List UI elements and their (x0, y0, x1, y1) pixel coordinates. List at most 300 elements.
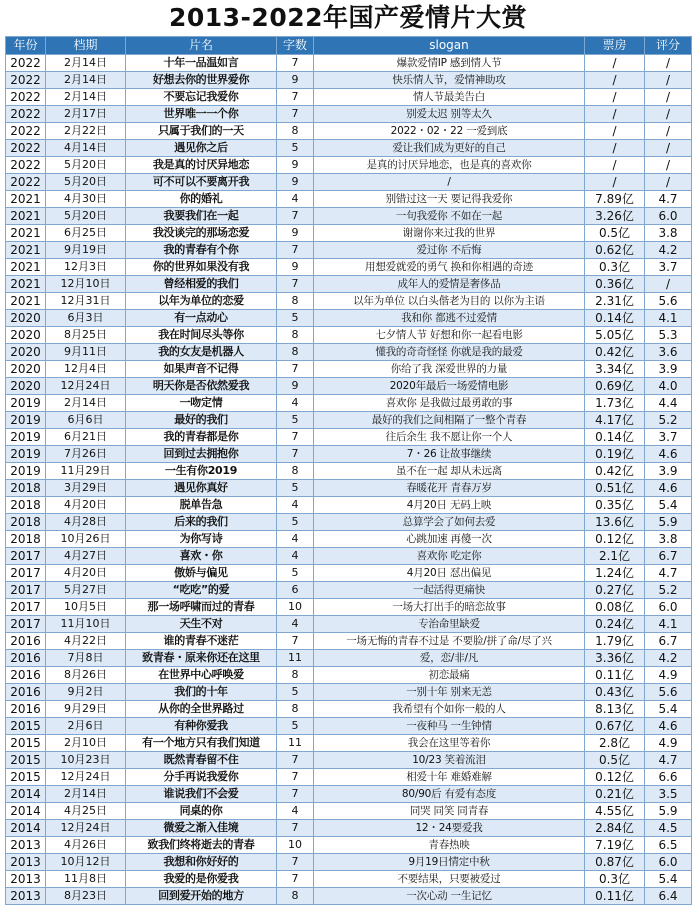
cell-char-count: 8 (277, 293, 314, 310)
cell-film-title: 从你的全世界路过 (126, 701, 277, 718)
cell-release-date: 5月20日 (46, 157, 126, 174)
cell-year: 2019 (6, 412, 46, 429)
cell-box-office: 7.89亿 (585, 191, 645, 208)
cell-film-title: 我想和你好好的 (126, 854, 277, 871)
cell-slogan: 喜欢你 吃定你 (314, 548, 585, 565)
cell-box-office: / (585, 72, 645, 89)
cell-release-date: 4月20日 (46, 565, 126, 582)
cell-char-count: 11 (277, 735, 314, 752)
cell-char-count: 8 (277, 888, 314, 905)
cell-box-office: / (585, 140, 645, 157)
romance-films-table (5, 36, 692, 905)
table-row (6, 871, 692, 888)
cell-film-title: 一吻定情 (126, 395, 277, 412)
cell-year: 2015 (6, 769, 46, 786)
cell-film-title: 谁的青春不迷茫 (126, 633, 277, 650)
cell-release-date: 10月5日 (46, 599, 126, 616)
cell-year: 2013 (6, 888, 46, 905)
table-row (6, 854, 692, 871)
cell-year: 2021 (6, 242, 46, 259)
cell-box-office: 0.21亿 (585, 786, 645, 803)
table-row (6, 735, 692, 752)
cell-rating: / (645, 174, 692, 191)
cell-film-title: 我没谈完的那场恋爱 (126, 225, 277, 242)
header-year: 年份 (6, 37, 46, 55)
cell-release-date: 6月6日 (46, 412, 126, 429)
cell-film-title: 天生不对 (126, 616, 277, 633)
table-row (6, 259, 692, 276)
cell-char-count: 9 (277, 157, 314, 174)
cell-year: 2021 (6, 208, 46, 225)
cell-year: 2016 (6, 701, 46, 718)
cell-char-count: 7 (277, 276, 314, 293)
cell-slogan: 10/23 笑着流泪 (314, 752, 585, 769)
cell-box-office: / (585, 106, 645, 123)
cell-rating: / (645, 72, 692, 89)
cell-film-title: 在世界中心呼唤爱 (126, 667, 277, 684)
cell-release-date: 12月24日 (46, 769, 126, 786)
table-row (6, 174, 692, 191)
cell-release-date: 12月24日 (46, 378, 126, 395)
cell-film-title: 我是真的讨厌异地恋 (126, 157, 277, 174)
cell-box-office: 3.26亿 (585, 208, 645, 225)
cell-year: 2021 (6, 276, 46, 293)
cell-rating: 4.7 (645, 565, 692, 582)
cell-char-count: 8 (277, 463, 314, 480)
cell-film-title: 回到爱开始的地方 (126, 888, 277, 905)
cell-film-title: 有种你爱我 (126, 718, 277, 735)
cell-year: 2015 (6, 752, 46, 769)
cell-char-count: 7 (277, 871, 314, 888)
cell-slogan: 一场无悔的青春不过是 不要脸/拼了命/尽了兴 (314, 633, 585, 650)
cell-rating: 5.9 (645, 514, 692, 531)
cell-slogan: 2020年最后一场爱情电影 (314, 378, 585, 395)
cell-slogan: 七夕情人节 好想和你一起看电影 (314, 327, 585, 344)
cell-film-title: 我在时间尽头等你 (126, 327, 277, 344)
cell-release-date: 11月8日 (46, 871, 126, 888)
cell-film-title: 有一点动心 (126, 310, 277, 327)
cell-box-office: 5.05亿 (585, 327, 645, 344)
cell-rating: 5.6 (645, 684, 692, 701)
cell-film-title: 既然青春留不住 (126, 752, 277, 769)
cell-release-date: 9月29日 (46, 701, 126, 718)
cell-box-office: 0.69亿 (585, 378, 645, 395)
cell-rating: 5.4 (645, 701, 692, 718)
cell-char-count: 11 (277, 650, 314, 667)
cell-release-date: 5月27日 (46, 582, 126, 599)
table-row (6, 310, 692, 327)
cell-rating: / (645, 140, 692, 157)
cell-box-office: 8.13亿 (585, 701, 645, 718)
table-row (6, 888, 692, 905)
cell-year: 2015 (6, 735, 46, 752)
cell-film-title: 以年为单位的恋爱 (126, 293, 277, 310)
table-row (6, 718, 692, 735)
cell-box-office: 2.8亿 (585, 735, 645, 752)
table-row (6, 752, 692, 769)
cell-char-count: 7 (277, 752, 314, 769)
cell-release-date: 2月6日 (46, 718, 126, 735)
cell-box-office: 13.6亿 (585, 514, 645, 531)
cell-year: 2017 (6, 582, 46, 599)
header-slogan: slogan (314, 37, 585, 55)
cell-film-title: 致我们终将逝去的青春 (126, 837, 277, 854)
cell-release-date: 10月26日 (46, 531, 126, 548)
cell-slogan: 情人节最美告白 (314, 89, 585, 106)
cell-rating: 6.7 (645, 633, 692, 650)
cell-char-count: 4 (277, 548, 314, 565)
cell-year: 2016 (6, 633, 46, 650)
cell-slogan: 爆款爱情IP 感到情人节 (314, 55, 585, 72)
cell-slogan: 爱过你 不后悔 (314, 242, 585, 259)
cell-year: 2021 (6, 225, 46, 242)
cell-film-title: 世界唯一一个你 (126, 106, 277, 123)
cell-rating: 4.1 (645, 310, 692, 327)
header-film-title: 片名 (126, 37, 277, 55)
cell-film-title: 那一场呼啸而过的青春 (126, 599, 277, 616)
cell-box-office: 0.27亿 (585, 582, 645, 599)
cell-box-office: 0.14亿 (585, 310, 645, 327)
table-row (6, 412, 692, 429)
cell-release-date: 2月14日 (46, 395, 126, 412)
cell-film-title: 脱单告急 (126, 497, 277, 514)
cell-box-office: 0.11亿 (585, 667, 645, 684)
cell-rating: 3.8 (645, 531, 692, 548)
table-row (6, 803, 692, 820)
cell-rating: 5.2 (645, 412, 692, 429)
cell-year: 2020 (6, 344, 46, 361)
cell-film-title: 我要我们在一起 (126, 208, 277, 225)
cell-slogan: 是真的讨厌异地恋，也是真的喜欢你 (314, 157, 585, 174)
cell-slogan: 我和你 都逃不过爱情 (314, 310, 585, 327)
cell-box-office: 7.19亿 (585, 837, 645, 854)
cell-slogan: 9月19日情定中秋 (314, 854, 585, 871)
cell-slogan: 我会在这里等着你 (314, 735, 585, 752)
cell-film-title: 你的婚礼 (126, 191, 277, 208)
cell-box-office: 0.5亿 (585, 752, 645, 769)
cell-slogan: 12・24要爱我 (314, 820, 585, 837)
cell-rating: 4.2 (645, 650, 692, 667)
cell-year: 2014 (6, 803, 46, 820)
table-row (6, 786, 692, 803)
cell-char-count: 7 (277, 769, 314, 786)
cell-film-title: 我爱的是你爱我 (126, 871, 277, 888)
cell-year: 2013 (6, 854, 46, 871)
table-row (6, 701, 692, 718)
cell-box-office: 0.67亿 (585, 718, 645, 735)
cell-release-date: 4月28日 (46, 514, 126, 531)
cell-year: 2022 (6, 72, 46, 89)
cell-box-office: 0.3亿 (585, 259, 645, 276)
cell-film-title: 致青春・原来你还在这里 (126, 650, 277, 667)
table-header-row (6, 37, 692, 55)
cell-box-office: 0.51亿 (585, 480, 645, 497)
cell-rating: 5.6 (645, 293, 692, 310)
cell-year: 2022 (6, 55, 46, 72)
cell-rating: / (645, 123, 692, 140)
cell-release-date: 4月26日 (46, 837, 126, 854)
cell-year: 2018 (6, 531, 46, 548)
cell-rating: 5.2 (645, 582, 692, 599)
cell-rating: 6.0 (645, 208, 692, 225)
cell-char-count: 5 (277, 310, 314, 327)
cell-rating: 3.9 (645, 463, 692, 480)
cell-rating: 4.7 (645, 752, 692, 769)
cell-char-count: 7 (277, 429, 314, 446)
cell-year: 2013 (6, 871, 46, 888)
cell-release-date: 3月29日 (46, 480, 126, 497)
cell-film-title: 同桌的你 (126, 803, 277, 820)
cell-release-date: 6月3日 (46, 310, 126, 327)
cell-year: 2017 (6, 565, 46, 582)
cell-char-count: 8 (277, 667, 314, 684)
cell-slogan: 最好的我们之间相隔了一整个青春 (314, 412, 585, 429)
cell-year: 2018 (6, 480, 46, 497)
cell-year: 2014 (6, 820, 46, 837)
table-row (6, 463, 692, 480)
cell-box-office: 0.19亿 (585, 446, 645, 463)
table-body (6, 55, 692, 905)
cell-char-count: 5 (277, 412, 314, 429)
cell-box-office: 0.42亿 (585, 463, 645, 480)
table-row (6, 514, 692, 531)
cell-slogan: 爱让我们成为更好的自己 (314, 140, 585, 157)
cell-release-date: 9月2日 (46, 684, 126, 701)
cell-release-date: 2月14日 (46, 89, 126, 106)
table-row (6, 140, 692, 157)
cell-box-office: 0.12亿 (585, 531, 645, 548)
cell-char-count: 5 (277, 718, 314, 735)
cell-box-office: 0.35亿 (585, 497, 645, 514)
table-row (6, 157, 692, 174)
cell-box-office: 2.1亿 (585, 548, 645, 565)
cell-year: 2013 (6, 837, 46, 854)
cell-box-office: / (585, 123, 645, 140)
cell-char-count: 7 (277, 446, 314, 463)
cell-box-office: 2.31亿 (585, 293, 645, 310)
cell-release-date: 12月10日 (46, 276, 126, 293)
cell-slogan: 80/90后 有爱有态度 (314, 786, 585, 803)
table-row (6, 446, 692, 463)
cell-film-title: 后来的我们 (126, 514, 277, 531)
cell-release-date: 6月25日 (46, 225, 126, 242)
cell-rating: 6.4 (645, 888, 692, 905)
cell-year: 2016 (6, 684, 46, 701)
table-row (6, 429, 692, 446)
cell-film-title: 遇见你真好 (126, 480, 277, 497)
cell-rating: / (645, 55, 692, 72)
cell-char-count: 8 (277, 344, 314, 361)
cell-release-date: 2月14日 (46, 72, 126, 89)
table-row (6, 650, 692, 667)
cell-year: 2022 (6, 106, 46, 123)
cell-char-count: 10 (277, 599, 314, 616)
table-row (6, 344, 692, 361)
cell-release-date: 2月17日 (46, 106, 126, 123)
cell-slogan: 喜欢你 是我做过最勇敢的事 (314, 395, 585, 412)
cell-char-count: 8 (277, 123, 314, 140)
cell-film-title: 如果声音不记得 (126, 361, 277, 378)
cell-slogan: 谢谢你来过我的世界 (314, 225, 585, 242)
cell-char-count: 9 (277, 378, 314, 395)
cell-film-title: 我的青春都是你 (126, 429, 277, 446)
cell-year: 2017 (6, 616, 46, 633)
cell-year: 2022 (6, 89, 46, 106)
cell-box-office: / (585, 174, 645, 191)
cell-film-title: 有一个地方只有我们知道 (126, 735, 277, 752)
cell-release-date: 4月27日 (46, 548, 126, 565)
cell-year: 2018 (6, 514, 46, 531)
cell-slogan: 2022・02・22 一爱到底 (314, 123, 585, 140)
cell-release-date: 12月24日 (46, 820, 126, 837)
cell-slogan: 7・26 让故事继续 (314, 446, 585, 463)
cell-year: 2016 (6, 650, 46, 667)
cell-rating: 5.4 (645, 871, 692, 888)
cell-year: 2014 (6, 786, 46, 803)
cell-release-date: 4月14日 (46, 140, 126, 157)
cell-year: 2017 (6, 599, 46, 616)
cell-year: 2020 (6, 361, 46, 378)
cell-release-date: 8月26日 (46, 667, 126, 684)
cell-char-count: 7 (277, 106, 314, 123)
cell-box-office: 1.79亿 (585, 633, 645, 650)
cell-year: 2019 (6, 429, 46, 446)
cell-slogan: 成年人的爱情是奢侈品 (314, 276, 585, 293)
cell-box-office: 4.17亿 (585, 412, 645, 429)
cell-box-office: 3.36亿 (585, 650, 645, 667)
cell-rating: 4.6 (645, 718, 692, 735)
cell-box-office: 0.43亿 (585, 684, 645, 701)
cell-year: 2021 (6, 293, 46, 310)
cell-char-count: 7 (277, 89, 314, 106)
cell-rating: 4.4 (645, 395, 692, 412)
table-row (6, 548, 692, 565)
cell-release-date: 9月19日 (46, 242, 126, 259)
cell-char-count: 10 (277, 837, 314, 854)
cell-rating: 5.3 (645, 327, 692, 344)
page-title: 2013-2022年国产爱情片大赏 (168, 3, 528, 32)
table-row (6, 225, 692, 242)
cell-film-title: 你的世界如果没有我 (126, 259, 277, 276)
cell-char-count: 5 (277, 684, 314, 701)
cell-char-count: 9 (277, 225, 314, 242)
cell-rating: 4.6 (645, 480, 692, 497)
table-row (6, 820, 692, 837)
cell-rating: 6.0 (645, 599, 692, 616)
cell-year: 2020 (6, 310, 46, 327)
cell-char-count: 9 (277, 72, 314, 89)
table-row (6, 565, 692, 582)
cell-char-count: 7 (277, 786, 314, 803)
table-row (6, 480, 692, 497)
cell-char-count: 4 (277, 803, 314, 820)
cell-char-count: 9 (277, 174, 314, 191)
cell-slogan: 别爱太迟 别等太久 (314, 106, 585, 123)
cell-box-office: / (585, 55, 645, 72)
cell-char-count: 9 (277, 259, 314, 276)
cell-rating: 3.7 (645, 259, 692, 276)
cell-rating: 5.4 (645, 497, 692, 514)
cell-box-office: 0.08亿 (585, 599, 645, 616)
cell-rating: 3.9 (645, 361, 692, 378)
cell-box-office: 0.24亿 (585, 616, 645, 633)
cell-box-office: / (585, 157, 645, 174)
cell-slogan: 专治命里缺爱 (314, 616, 585, 633)
cell-year: 2019 (6, 463, 46, 480)
table-row (6, 616, 692, 633)
cell-release-date: 2月14日 (46, 786, 126, 803)
cell-slogan: 春暖花开 青春万岁 (314, 480, 585, 497)
cell-char-count: 4 (277, 531, 314, 548)
table-row (6, 599, 692, 616)
cell-slogan: 爱，恋/非/凡 (314, 650, 585, 667)
header-char-count: 字数 (277, 37, 314, 55)
cell-release-date: 11月29日 (46, 463, 126, 480)
table-row (6, 531, 692, 548)
cell-release-date: 2月10日 (46, 735, 126, 752)
cell-release-date: 2月14日 (46, 55, 126, 72)
cell-year: 2022 (6, 174, 46, 191)
cell-release-date: 7月26日 (46, 446, 126, 463)
cell-slogan: 不要结果，只要被爱过 (314, 871, 585, 888)
cell-slogan: 4月20日 无码上映 (314, 497, 585, 514)
table-row (6, 242, 692, 259)
cell-char-count: 4 (277, 616, 314, 633)
cell-char-count: 5 (277, 565, 314, 582)
cell-release-date: 2月22日 (46, 123, 126, 140)
table-row (6, 837, 692, 854)
cell-box-office: 0.14亿 (585, 429, 645, 446)
cell-char-count: 5 (277, 480, 314, 497)
cell-slogan: 快乐情人节，爱情神助攻 (314, 72, 585, 89)
table-row (6, 497, 692, 514)
table-row (6, 769, 692, 786)
cell-char-count: 7 (277, 854, 314, 871)
table-row (6, 667, 692, 684)
cell-char-count: 4 (277, 497, 314, 514)
cell-slogan: 以年为单位 以白头偕老为目的 以你为主语 (314, 293, 585, 310)
cell-slogan: 青春热映 (314, 837, 585, 854)
table-row (6, 106, 692, 123)
cell-film-title: 明天你是否依然爱我 (126, 378, 277, 395)
header-rating: 评分 (645, 37, 692, 55)
table-row (6, 684, 692, 701)
cell-slogan: / (314, 174, 585, 191)
cell-box-office: 3.34亿 (585, 361, 645, 378)
table-row (6, 72, 692, 89)
cell-slogan: 用想爱就爱的勇气 换和你相遇的奇迹 (314, 259, 585, 276)
table-row (6, 633, 692, 650)
cell-box-office: 2.84亿 (585, 820, 645, 837)
cell-year: 2016 (6, 667, 46, 684)
cell-film-title: 我的女友是机器人 (126, 344, 277, 361)
cell-slogan: 懂我的奇奇怪怪 你就是我的最爱 (314, 344, 585, 361)
cell-box-office: 0.3亿 (585, 871, 645, 888)
cell-char-count: 7 (277, 242, 314, 259)
cell-release-date: 12月4日 (46, 361, 126, 378)
table-row (6, 123, 692, 140)
cell-slogan: 你给了我 深爱世界的力量 (314, 361, 585, 378)
cell-year: 2022 (6, 157, 46, 174)
cell-char-count: 6 (277, 582, 314, 599)
cell-char-count: 7 (277, 820, 314, 837)
cell-slogan: 一场大打出手的暗恋故事 (314, 599, 585, 616)
table-row (6, 378, 692, 395)
cell-rating: 5.9 (645, 803, 692, 820)
cell-char-count: 8 (277, 701, 314, 718)
cell-slogan: 一次心动 一生记忆 (314, 888, 585, 905)
cell-release-date: 10月23日 (46, 752, 126, 769)
